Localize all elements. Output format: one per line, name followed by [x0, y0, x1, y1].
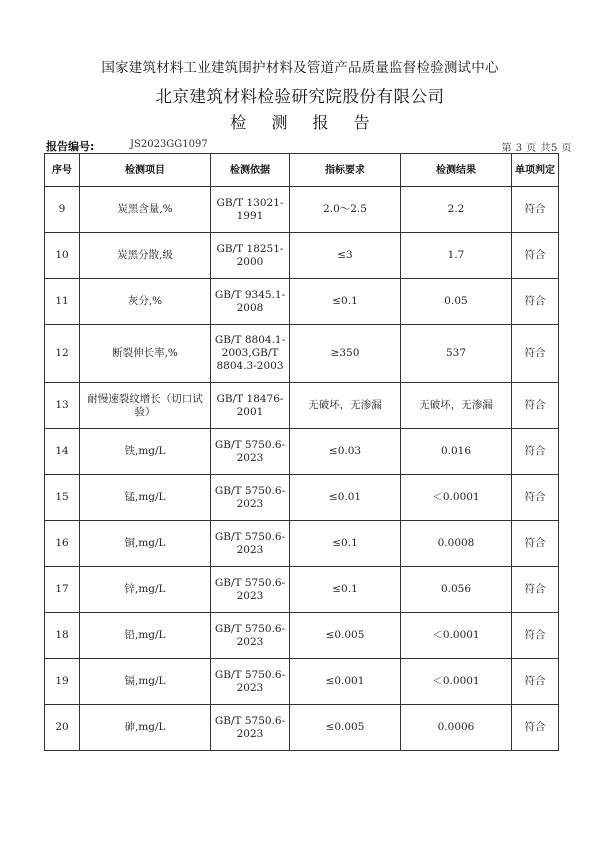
row-no: 15	[45, 475, 80, 521]
table-row	[45, 279, 559, 325]
table-row	[45, 325, 559, 383]
row-result: 0.016	[401, 429, 512, 475]
row-no: 16	[45, 521, 80, 567]
row-no: 17	[45, 567, 80, 613]
table-row	[45, 383, 559, 429]
row-item: 耐慢速裂纹增长（切口试验）	[80, 383, 211, 429]
table-row	[45, 429, 559, 475]
row-item: 镉,mg/L	[80, 659, 211, 705]
row-no: 9	[45, 187, 80, 233]
row-requirement: 2.0～2.5	[290, 187, 401, 233]
row-basis: GB/T 5750.6-2023	[211, 613, 290, 659]
row-requirement: ≤0.1	[290, 567, 401, 613]
row-verdict: 符合	[512, 659, 559, 705]
row-basis: GB/T 18476-2001	[211, 383, 290, 429]
row-item: 砷,mg/L	[80, 705, 211, 751]
row-item: 断裂伸长率,%	[80, 325, 211, 383]
row-verdict: 符合	[512, 521, 559, 567]
table-row	[45, 567, 559, 613]
table-row	[45, 659, 559, 705]
row-item: 炭黑含量,%	[80, 187, 211, 233]
row-requirement: ≤0.03	[290, 429, 401, 475]
row-result: 0.05	[401, 279, 512, 325]
row-verdict: 符合	[512, 429, 559, 475]
row-result: 无破坏，无渗漏	[401, 383, 512, 429]
row-no: 20	[45, 705, 80, 751]
row-result: ＜0.0001	[401, 475, 512, 521]
row-basis: GB/T 5750.6-2023	[211, 429, 290, 475]
row-result: 1.7	[401, 233, 512, 279]
row-verdict: 符合	[512, 233, 559, 279]
header-item: 检测项目	[80, 154, 211, 187]
row-result: 0.0008	[401, 521, 512, 567]
row-no: 13	[45, 383, 80, 429]
row-requirement: ≤0.005	[290, 705, 401, 751]
row-item: 铅,mg/L	[80, 613, 211, 659]
row-basis: GB/T 9345.1-2008	[211, 279, 290, 325]
row-item: 炭黑分散,级	[80, 233, 211, 279]
row-requirement: ≤3	[290, 233, 401, 279]
row-basis: GB/T 5750.6-2023	[211, 659, 290, 705]
row-no: 11	[45, 279, 80, 325]
test-results-table	[44, 153, 559, 751]
row-result: 0.056	[401, 567, 512, 613]
company-name: 北京建筑材料检验研究院股份有限公司	[155, 87, 445, 106]
row-verdict: 符合	[512, 613, 559, 659]
header-basis: 检测依据	[211, 154, 290, 187]
row-verdict: 符合	[512, 279, 559, 325]
testing-center-name: 国家建筑材料工业建筑围护材料及管道产品质量监督检验测试中心	[101, 60, 499, 76]
header-result: 检测结果	[401, 154, 512, 187]
row-requirement: ≥350	[290, 325, 401, 383]
row-item: 锰,mg/L	[80, 475, 211, 521]
row-result: 537	[401, 325, 512, 383]
row-item: 灰分,%	[80, 279, 211, 325]
page-info: 第 3 页 共5 页	[501, 143, 572, 154]
row-basis: GB/T 18251-2000	[211, 233, 290, 279]
table-row	[45, 187, 559, 233]
header-verdict: 单项判定	[512, 154, 559, 187]
row-verdict: 符合	[512, 475, 559, 521]
row-basis: GB/T 5750.6-2023	[211, 521, 290, 567]
row-item: 铁,mg/L	[80, 429, 211, 475]
row-requirement: ≤0.001	[290, 659, 401, 705]
row-result: ＜0.0001	[401, 659, 512, 705]
row-no: 10	[45, 233, 80, 279]
row-verdict: 符合	[512, 567, 559, 613]
header-no: 序号	[45, 154, 80, 187]
report-number-label: 报告编号:	[46, 140, 95, 153]
row-verdict: 符合	[512, 705, 559, 751]
row-no: 19	[45, 659, 80, 705]
row-item: 铜,mg/L	[80, 521, 211, 567]
table-row	[45, 705, 559, 751]
row-result: 2.2	[401, 187, 512, 233]
row-no: 14	[45, 429, 80, 475]
report-number: JS2023GG1097	[130, 139, 208, 150]
table-row	[45, 475, 559, 521]
row-basis: GB/T 13021-1991	[211, 187, 290, 233]
row-requirement: 无破坏，无渗漏	[290, 383, 401, 429]
row-basis: GB/T 8804.1-2003,GB/T 8804.3-2003	[211, 325, 290, 383]
header-requirement: 指标要求	[290, 154, 401, 187]
row-result: 0.0006	[401, 705, 512, 751]
row-basis: GB/T 5750.6-2023	[211, 567, 290, 613]
row-verdict: 符合	[512, 325, 559, 383]
row-item: 锌,mg/L	[80, 567, 211, 613]
row-no: 12	[45, 325, 80, 383]
table-row	[45, 521, 559, 567]
row-requirement: ≤0.1	[290, 279, 401, 325]
row-basis: GB/T 5750.6-2023	[211, 705, 290, 751]
row-verdict: 符合	[512, 187, 559, 233]
table-row	[45, 233, 559, 279]
report-title: 检 测 报 告	[230, 113, 380, 132]
row-result: ＜0.0001	[401, 613, 512, 659]
row-requirement: ≤0.005	[290, 613, 401, 659]
table-row	[45, 613, 559, 659]
row-requirement: ≤0.01	[290, 475, 401, 521]
table-header-row	[45, 154, 559, 187]
row-requirement: ≤0.1	[290, 521, 401, 567]
report-meta	[46, 138, 572, 152]
row-verdict: 符合	[512, 383, 559, 429]
row-no: 18	[45, 613, 80, 659]
row-basis: GB/T 5750.6-2023	[211, 475, 290, 521]
